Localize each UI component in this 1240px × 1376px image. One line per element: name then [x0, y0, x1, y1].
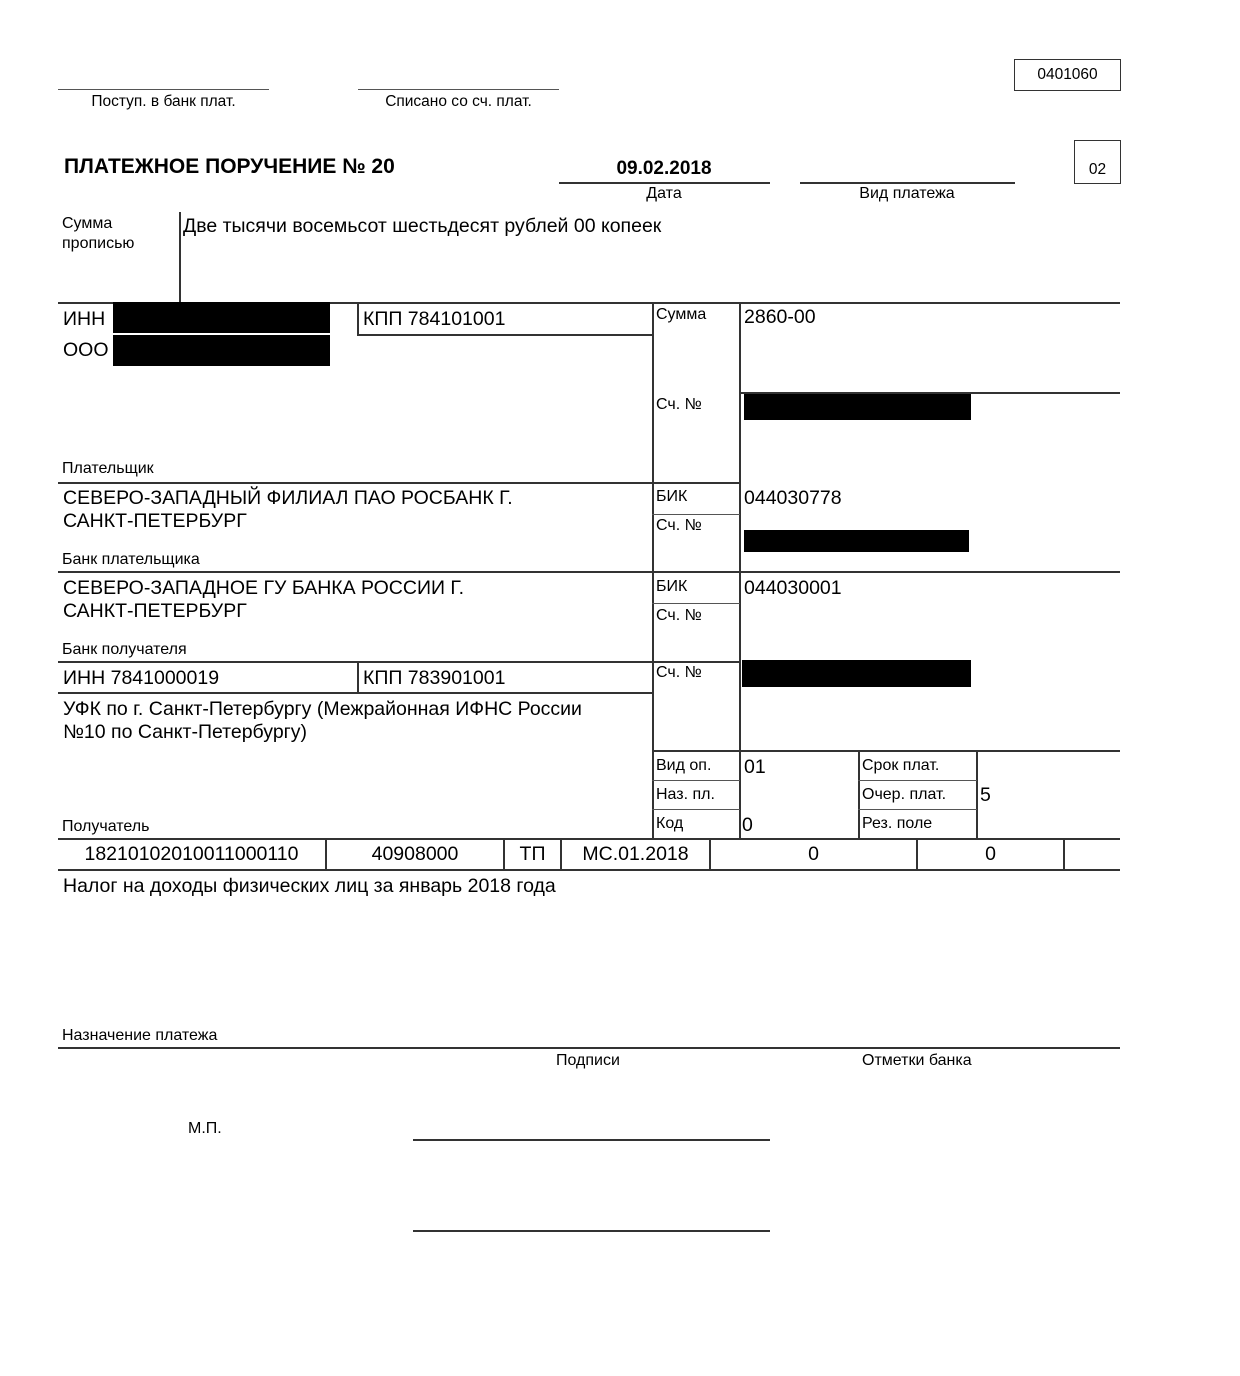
vid-op-value: 01 [744, 756, 766, 778]
date-value: 09.02.2018 [616, 158, 712, 179]
grid-line [58, 838, 1120, 840]
payee-bank-line1: СЕВЕРО-ЗАПАДНОЕ ГУ БАНКА РОССИИ Г. [63, 577, 465, 599]
tax-doc-number: 0 [808, 843, 819, 865]
payment-type-label: Вид платежа [859, 185, 955, 202]
grid-line [739, 302, 741, 838]
stamp-label: М.П. [188, 1120, 222, 1137]
payer-label: Плательщик [62, 460, 154, 477]
tax-doc-date: 0 [985, 843, 996, 865]
payee-bank-bik: 044030001 [744, 577, 842, 599]
grid-line [858, 750, 860, 838]
vid-op-label: Вид оп. [656, 757, 712, 774]
grid-line [357, 661, 359, 693]
form-code-box [1014, 59, 1121, 91]
payer-bank-line2: САНКТ-ПЕТЕРБУРГ [63, 510, 247, 532]
payer-bank-line1: СЕВЕРО-ЗАПАДНЫЙ ФИЛИАЛ ПАО РОСБАНК Г. [63, 487, 513, 509]
purpose-value: Налог на доходы физических лиц за январь 2018 года [63, 875, 556, 897]
ocher-label: Очер. плат. [862, 786, 947, 803]
grid-line [652, 750, 1120, 752]
bank-marks-label: Отметки банка [862, 1052, 972, 1069]
form-code: 0401060 [1037, 66, 1098, 83]
payee-bank-line2: САНКТ-ПЕТЕРБУРГ [63, 600, 247, 622]
payer-bank-bik: 044030778 [744, 487, 842, 509]
amount-label: Сумма [656, 306, 707, 323]
payee-account-redaction [742, 660, 971, 687]
signature-line-2 [413, 1230, 770, 1232]
status-code: 02 [1088, 161, 1107, 178]
grid-line [58, 869, 1120, 871]
grid-line [858, 809, 977, 810]
debited-label: Списано со сч. плат. [385, 93, 532, 110]
grid-line [58, 571, 1120, 573]
payee-bank-account-label: Сч. № [656, 607, 702, 624]
payee-label: Получатель [62, 818, 150, 835]
page-title: ПЛАТЕЖНОЕ ПОРУЧЕНИЕ № 20 [64, 155, 395, 178]
amount-words-value: Две тысячи восемьсот шестьдесят рублей 00 копеек [183, 215, 662, 237]
grid-line [58, 692, 653, 694]
grid-line [976, 750, 978, 838]
payee-bank-bik-label: БИК [656, 578, 688, 595]
payer-kpp: КПП 784101001 [363, 308, 506, 330]
grid-line [652, 780, 740, 781]
grid-line [652, 809, 740, 810]
grid-line [652, 302, 654, 838]
purpose-line [58, 1047, 1120, 1049]
amount-value: 2860-00 [744, 306, 816, 328]
signature-line-1 [413, 1139, 770, 1141]
grid-line [58, 482, 739, 484]
received-line [58, 89, 269, 90]
tax-period: МС.01.2018 [582, 843, 689, 865]
amount-words-label-2: прописью [62, 235, 135, 252]
payer-name-prefix: ООО [63, 339, 109, 361]
kod-label: Код [656, 815, 684, 832]
status-code-box [1074, 140, 1121, 184]
date-label: Дата [646, 185, 682, 202]
kod-value: 0 [742, 814, 753, 836]
payer-account-redaction [744, 394, 971, 420]
grid-line [357, 302, 359, 334]
payer-bank-account-label: Сч. № [656, 517, 702, 534]
grid-line [58, 661, 739, 663]
srok-label: Срок плат. [862, 757, 940, 774]
ocher-value: 5 [980, 784, 991, 806]
payee-kpp: КПП 783901001 [363, 667, 506, 689]
naz-label: Наз. пл. [656, 786, 715, 803]
tax-basis: ТП [519, 843, 546, 865]
payer-inn-label: ИНН [63, 308, 106, 330]
tax-oktmo: 40908000 [371, 843, 459, 865]
payer-bank-account-redaction [744, 530, 969, 552]
payee-inn: ИНН 7841000019 [63, 667, 220, 689]
received-label: Поступ. в банк плат. [91, 93, 236, 110]
date-line [559, 182, 770, 184]
rez-label: Рез. поле [862, 815, 933, 832]
amount-words-label-1: Сумма [62, 215, 113, 232]
amount-words-divider [179, 212, 181, 302]
payer-name-redaction [113, 335, 330, 366]
grid-line [652, 603, 740, 604]
grid-line [1063, 838, 1065, 869]
payee-bank-label: Банк получателя [62, 641, 187, 658]
payee-account-label: Сч. № [656, 664, 702, 681]
payer-account-label: Сч. № [656, 396, 702, 413]
payer-bank-label: Банк плательщика [62, 551, 200, 568]
payer-inn-redaction [113, 302, 330, 333]
debited-line [358, 89, 559, 90]
payment-type-line [800, 182, 1015, 184]
signatures-label: Подписи [556, 1052, 620, 1069]
grid-line [652, 514, 740, 515]
payee-name-line2: №10 по Санкт-Петербургу) [63, 721, 308, 743]
payee-name-line1: УФК по г. Санкт-Петербургу (Межрайонная ИФНС России [63, 698, 582, 720]
payer-bank-bik-label: БИК [656, 488, 688, 505]
tax-kbk: 18210102010011000110 [84, 843, 299, 865]
grid-line [357, 334, 653, 336]
purpose-label: Назначение платежа [62, 1027, 218, 1044]
grid-line [858, 780, 977, 781]
